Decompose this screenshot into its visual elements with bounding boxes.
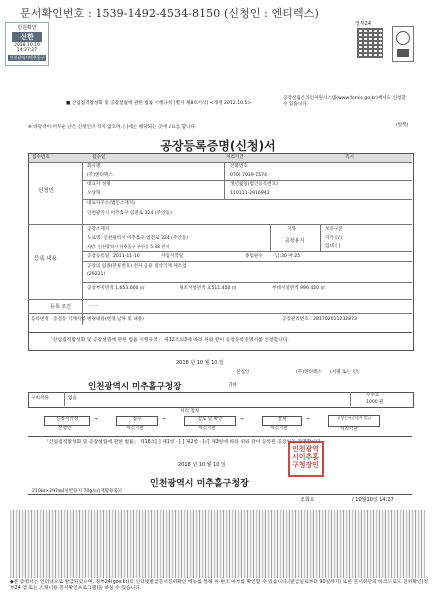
request-date: 2018 년 10 월 10 일	[176, 360, 224, 366]
recipient-suffix: 귀하	[228, 383, 237, 388]
online-reference: 공장설립온라인지원시스템(www.femis.go.kr)에서도 신청할 수 있습니다.	[283, 96, 406, 107]
gov24-logo: 정부24	[355, 21, 372, 27]
certification-date: 2018 년 10 월 10 일	[178, 462, 226, 468]
company-name-value: (주)엔티렉스	[87, 173, 113, 178]
request-text: 「산업집적활성화 및 공장설립에 관한 법률 시행규칙」 제12조의3에 따라 위와 같이 공장등록증명서를 신청합니다.	[48, 338, 289, 343]
paper-spec: 210㎜×297㎜[일반용지 70g/㎡(재활용품)]	[32, 489, 122, 494]
authentication-barcode	[10, 510, 426, 578]
arrow-icon: →	[240, 417, 244, 422]
check-label: 조회요	[300, 497, 315, 503]
fee-value: 1000 원	[366, 400, 384, 405]
emblem-icon	[392, 26, 414, 62]
conditions-label: 등록 조건	[50, 304, 71, 310]
applicant-label: 신청인	[38, 188, 54, 194]
rep-address-value: 인천광역시 미추홀구 염전로 324 (주안동)	[87, 211, 172, 216]
official-seal: 인천광역시미추홀구청장인	[288, 441, 324, 477]
ownership-lease: 임대 [ ]	[325, 244, 341, 249]
owner-agency-3: 처리기관	[270, 426, 288, 431]
factory-management-number: 공장관리번호 : 281702011232873	[282, 317, 357, 322]
step-approve: 결재	[262, 416, 302, 426]
receipt-date-label: 접수일	[92, 155, 106, 160]
site-area: 공장부지면적 1,653.000 ㎡	[87, 286, 145, 291]
step-write: 신청서작성	[44, 416, 90, 426]
processing-label: 처리기간	[226, 155, 244, 160]
birth-label: 생년월일(법인등록번호)	[230, 182, 278, 187]
factory-address-lot: 지번: 인천광역시 미추홀구 주안동 5-38 번지	[87, 244, 170, 249]
request-recipient: 인천광역시 미추홀구청장	[88, 382, 182, 392]
arrow-icon: →	[94, 417, 98, 422]
factory-address-road: 도로명: 인천광역시 미추홀구 염전로 324 (주안동)	[87, 236, 189, 241]
representative-value: 오상혁	[87, 191, 101, 196]
rep-address-label: 대표자주소(법인소재지)	[87, 201, 135, 206]
processing-value: 즉시	[345, 155, 354, 160]
process-flow	[28, 415, 412, 435]
registration-date-label: 공장등록일	[87, 254, 110, 259]
form-reference: ■ 산업집적활성화 및 공장설립에 관한 법률 시행규칙 [별지 제8호서식] <개정 2012.10.5>	[66, 101, 252, 106]
business-start-label: 사업시작일	[161, 254, 184, 259]
conditions-value: - - -	[90, 304, 98, 309]
ownership-own: 자가 [√]	[325, 236, 342, 241]
applicant-sign-label: 신청인	[236, 370, 250, 375]
owner-agency-4: 처리기관	[340, 427, 358, 432]
receipt-no-label: 접수번호	[32, 155, 50, 160]
required-docs-label: 구비서류	[31, 396, 49, 401]
land-category-label: 지목	[287, 227, 296, 232]
auxiliary-area: 부대시설면적 999.420 ㎡	[272, 286, 326, 291]
issuer-name: 인천광역시 미추홀구청장	[150, 479, 249, 489]
qr-code	[357, 28, 383, 58]
footer-notice: ◆본 증명서는 인터넷으로 발급되었으며, 정부24(gov.kr)의 인터넷발급문서진위확인 메뉴를 통해 위·변조 여부를 확인할 수 있습니다.(발급일로부터 90일까지) 또한 문서하단의 바코드로도 진위확인(정부24 앱 또는 스캐너용 문서확인프로그램)을 하실 수 있습니다.	[10, 580, 429, 591]
land-category-value: 공장용지	[285, 238, 305, 244]
representative-label: 대표자 성명	[87, 182, 111, 187]
issuance-stamp: 민원확인 신한 2018.10.10 14:27:27 인천광역시미추홀구	[5, 22, 49, 66]
phone-label: 전화번호	[230, 164, 248, 169]
signature-placeholder: (서명 또는 인)	[330, 370, 359, 375]
receipt-row	[29, 154, 412, 162]
owner-applicant: 신청인	[58, 426, 72, 431]
document-verification-number: 문서확인번호 : 1539-1492-4534-8150 (신청인 : 엔티렉스)	[20, 7, 319, 20]
change-history-label: 등록변경 · 증설등 기재사항 변경내용(변경 날짜 및 내용)	[31, 317, 144, 322]
check-time: / 10월10일 14:27	[352, 497, 394, 503]
step-issue: 공장등록증명서 발급	[328, 415, 380, 427]
fee-label: 수수료	[366, 393, 380, 398]
required-docs-value: 없음	[68, 396, 77, 401]
registration-label: 등록 내용	[34, 256, 58, 262]
arrow-icon: →	[306, 417, 310, 422]
page-mark: (앞쪽)	[396, 123, 409, 128]
document-title: 공장등록증명(신청)서	[160, 139, 276, 153]
industry-code: (29221)	[87, 272, 106, 277]
arrow-icon: →	[162, 417, 166, 422]
birth-value: 110111-2916942	[230, 191, 270, 196]
workers-value: 남:30 여:25	[275, 254, 301, 259]
form-note: ※ 바탕색이 어두운 난은 신청인이 적지 않으며, [ ]에는 해당되는 곳에 √표를 합니다.	[28, 125, 197, 130]
owner-agency-1: 처리기관	[126, 426, 144, 431]
applicant-sign-value: (주)엔티렉스	[296, 370, 322, 375]
certification-text: 「산업집적활성화 및 공장설립에 관한 법률」 제16조[ ] 제1항 · [ ] 제2항 · [√] 제3항에 따라 위와 같이 등록된 공장임을 증명합니다.	[44, 440, 323, 445]
fee-table	[28, 392, 414, 408]
factory-address-label: 공장소재지	[87, 227, 110, 232]
owner-agency-2: 처리기관	[198, 426, 216, 431]
ownership-label: 보유구분	[325, 227, 343, 232]
step-review: 검토 및 확인	[184, 416, 236, 426]
workers-label: 종업원수	[245, 254, 263, 259]
process-label: 처리 절차	[180, 409, 200, 414]
company-name-label: 회사명	[87, 164, 101, 169]
phone-value: 070) 7019-1574	[230, 173, 268, 178]
manufacturing-area: 제조시설면적 3,511.450 ㎡	[179, 286, 237, 291]
industry-label: 공장의 업종(분류번호) 전자 응용 절삭기계 제조업	[87, 264, 187, 269]
step-receive: 접수	[116, 416, 158, 426]
registration-date-value: 2011-11-16	[113, 254, 140, 259]
